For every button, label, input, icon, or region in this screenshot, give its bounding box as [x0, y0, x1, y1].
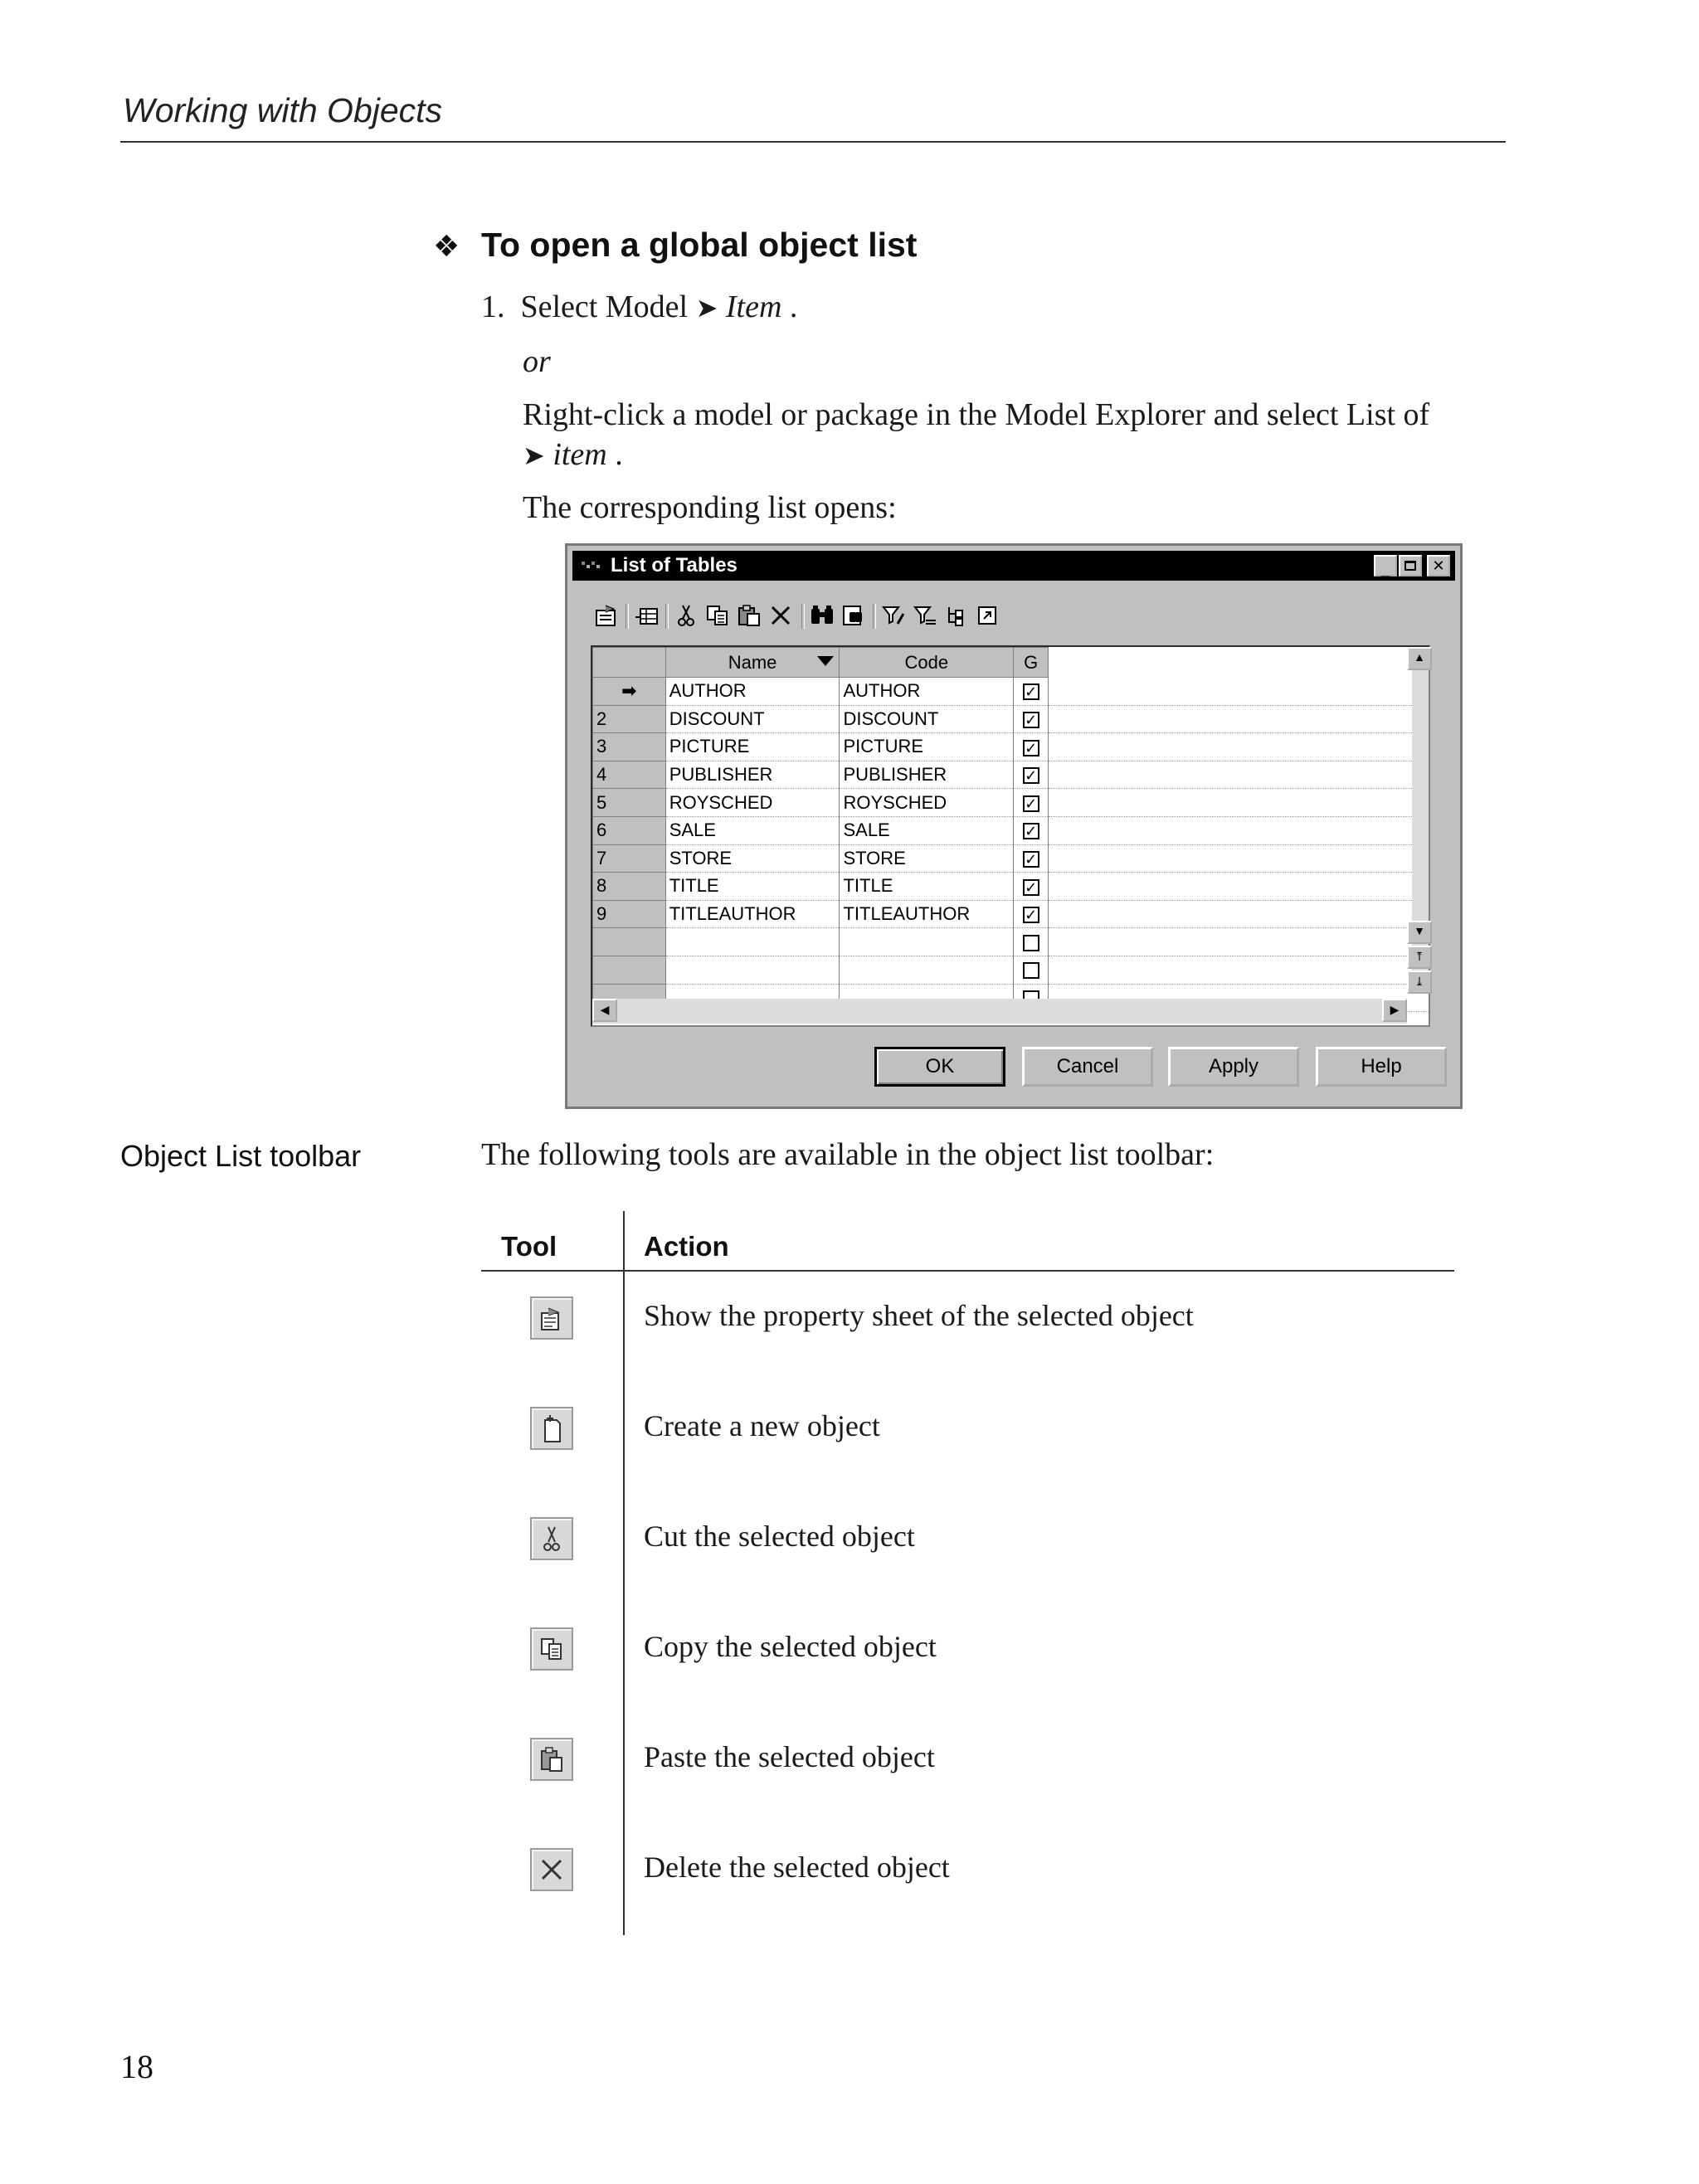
grid-row[interactable]	[593, 816, 1429, 844]
step-item: Item	[725, 289, 782, 324]
generate-checkbox[interactable]: ✓	[1023, 823, 1039, 839]
grid-row[interactable]	[593, 956, 1429, 984]
scroll-right-button[interactable]	[1382, 999, 1407, 1022]
grid-row[interactable]	[593, 678, 1429, 706]
cell-generate	[1014, 678, 1049, 706]
grid-row[interactable]	[593, 928, 1429, 956]
generate-checkbox[interactable]: ✓	[1023, 767, 1039, 784]
filter-edit-icon	[881, 604, 906, 627]
scroll-up-button[interactable]	[1407, 647, 1432, 670]
step-alt-line2	[523, 436, 623, 473]
binoculars-icon	[809, 604, 835, 627]
dialog-titlebar	[572, 551, 1455, 581]
cell-name[interactable]	[665, 956, 840, 984]
cell-filler	[1049, 733, 1429, 761]
row-header[interactable]: 5	[593, 789, 666, 817]
cell-filler	[1049, 816, 1429, 844]
scroll-down-icon: ▼	[1414, 926, 1425, 938]
row-header[interactable]: 3	[593, 733, 666, 761]
running-header: Working with Objects	[123, 91, 443, 129]
row-header[interactable]: 4	[593, 761, 666, 789]
cell-name[interactable]: PICTURE	[665, 733, 840, 761]
cell-name[interactable]: DISCOUNT	[665, 705, 840, 733]
row-header-corner	[593, 648, 666, 678]
grid-row[interactable]	[593, 761, 1429, 789]
row-header[interactable]: 6	[593, 816, 666, 844]
tool-action-text: Delete the selected object	[644, 1851, 950, 1884]
header-rule	[120, 141, 1506, 143]
step-or: or	[523, 344, 551, 379]
cell-generate	[1014, 761, 1049, 789]
cell-generate	[1014, 873, 1049, 901]
scroll-bottom-icon: ⤓	[1414, 975, 1424, 989]
properties-button[interactable]	[592, 601, 621, 630]
step-result: The corresponding list opens:	[523, 490, 897, 525]
column-divider	[623, 1211, 625, 1935]
row-header[interactable]: 7	[593, 844, 666, 873]
step-arrow: ➤	[695, 292, 718, 323]
copy-button[interactable]	[703, 601, 732, 630]
grid-row[interactable]	[593, 733, 1429, 761]
row-header[interactable]: 9	[593, 900, 666, 928]
close-icon: ✕	[1432, 557, 1445, 574]
close-button[interactable]	[1427, 555, 1450, 576]
toolbar-intro: The following tools are available in the object list toolbar:	[481, 1137, 1215, 1172]
help-button[interactable]: Help	[1316, 1047, 1447, 1087]
row-header[interactable]: 8	[593, 873, 666, 901]
cell-generate	[1014, 956, 1049, 984]
cell-generate	[1014, 705, 1049, 733]
find-next-button[interactable]	[840, 601, 868, 630]
cell-filler	[1049, 928, 1429, 956]
alt-arrow: ➤	[523, 440, 545, 471]
tool-action-text: Cut the selected object	[644, 1520, 915, 1553]
new-object-icon	[530, 1407, 573, 1450]
column-header-name[interactable]: Name	[665, 648, 840, 678]
cell-filler	[1049, 789, 1429, 817]
cell-name[interactable]	[665, 928, 840, 956]
apply-button[interactable]: Apply	[1168, 1047, 1299, 1087]
tool-action-text: Paste the selected object	[644, 1740, 935, 1773]
cell-generate	[1014, 816, 1049, 844]
tool-action-text: Show the property sheet of the selected object	[644, 1299, 1194, 1332]
cell-filler	[1049, 844, 1429, 873]
cell-filler	[1049, 761, 1429, 789]
maximize-icon	[1404, 561, 1416, 571]
vertical-scrollbar[interactable]	[1412, 647, 1429, 989]
delete-icon	[768, 604, 793, 627]
diamond-bullet-icon: ❖	[433, 229, 460, 263]
open-button[interactable]	[974, 601, 1002, 630]
copy-icon	[705, 604, 730, 627]
sort-arrow-icon	[817, 656, 834, 666]
procedure-title	[433, 226, 917, 265]
filter-icon	[913, 604, 937, 627]
horizontal-scrollbar[interactable]	[592, 999, 1407, 1024]
cell-generate	[1014, 900, 1049, 928]
cut-icon	[674, 604, 699, 627]
generate-checkbox[interactable]: ✓	[1023, 683, 1039, 700]
step-alt	[523, 396, 1493, 433]
cut-button[interactable]	[672, 601, 700, 630]
toolbar-separator	[626, 604, 629, 629]
window-icon	[581, 558, 602, 573]
column-header-filler	[1049, 648, 1429, 678]
cell-name[interactable]: SALE	[665, 816, 840, 844]
tool-action-text: Create a new object	[644, 1409, 880, 1442]
current-row-arrow-icon: ➡	[621, 680, 637, 702]
insert-row-button[interactable]	[632, 601, 660, 630]
column-header-code[interactable]: Code	[840, 648, 1014, 678]
alt-end: .	[615, 437, 623, 472]
header-divider	[481, 1270, 1454, 1272]
action-column-header: Action	[644, 1231, 729, 1262]
scroll-up-icon: ▲	[1414, 652, 1425, 664]
step-1	[481, 289, 797, 325]
properties-icon	[594, 604, 619, 627]
toolbar-separator	[665, 604, 669, 629]
delete-icon	[530, 1848, 573, 1891]
cell-filler	[1049, 705, 1429, 733]
paste-button[interactable]	[735, 601, 763, 630]
cell-code[interactable]: PICTURE	[840, 733, 1014, 761]
row-header[interactable]: 2	[593, 705, 666, 733]
generate-checkbox[interactable]: ✓	[1023, 907, 1039, 923]
cell-code[interactable]: DISCOUNT	[840, 705, 1014, 733]
generate-checkbox[interactable]: ✓	[1023, 740, 1039, 756]
cell-name[interactable]: STORE	[665, 844, 840, 873]
cell-code[interactable]	[840, 956, 1014, 984]
page-number: 18	[120, 2048, 153, 2085]
cell-code[interactable]: TITLEAUTHOR	[840, 900, 1014, 928]
grid-header-row	[593, 648, 1429, 678]
maximize-button[interactable]	[1399, 555, 1422, 576]
cell-name[interactable]: PUBLISHER	[665, 761, 840, 789]
open-window-icon	[976, 604, 1000, 627]
cell-generate	[1014, 733, 1049, 761]
generate-checkbox[interactable]	[1023, 935, 1039, 951]
alt-text: Right-click a model or package in the Model Explorer and select List of	[523, 397, 1430, 432]
row-header[interactable]	[593, 956, 666, 984]
grid-row[interactable]	[593, 873, 1429, 901]
margin-note: Object List toolbar	[120, 1139, 362, 1173]
filter-button[interactable]	[911, 601, 939, 630]
paste-icon	[530, 1738, 573, 1781]
tool-column-header: Tool	[501, 1231, 557, 1262]
properties-icon	[530, 1296, 573, 1340]
cell-name[interactable]: TITLEAUTHOR	[665, 900, 840, 928]
cell-code[interactable]: SALE	[840, 816, 1014, 844]
copy-icon	[530, 1627, 573, 1671]
cell-filler	[1049, 678, 1429, 706]
generate-checkbox[interactable]: ✓	[1023, 851, 1039, 868]
grid-row[interactable]	[593, 844, 1429, 873]
grid-row[interactable]	[593, 789, 1429, 817]
hierarchy-icon	[944, 604, 969, 627]
cell-name[interactable]: TITLE	[665, 873, 840, 901]
object-table	[592, 647, 1429, 1012]
cell-code[interactable]: STORE	[840, 844, 1014, 873]
cell-name[interactable]: ROYSCHED	[665, 789, 840, 817]
scroll-top-icon: ⤒	[1414, 951, 1424, 964]
tool-action-text: Copy the selected object	[644, 1630, 937, 1663]
grid-row[interactable]	[593, 705, 1429, 733]
ok-button[interactable]: OK	[874, 1047, 1005, 1087]
cell-generate	[1014, 844, 1049, 873]
cell-filler	[1049, 873, 1429, 901]
customize-columns-button[interactable]	[879, 601, 908, 630]
paste-icon	[737, 604, 762, 627]
cell-generate	[1014, 928, 1049, 956]
scroll-right-icon: ▶	[1390, 1004, 1400, 1017]
generate-checkbox[interactable]: ✓	[1023, 712, 1039, 728]
minimize-icon: _	[1380, 561, 1390, 578]
delete-button[interactable]	[767, 601, 795, 630]
cell-generate	[1014, 789, 1049, 817]
scroll-left-button[interactable]	[592, 999, 617, 1022]
toolbar-separator	[873, 604, 876, 629]
scroll-down-button[interactable]	[1407, 921, 1432, 944]
find-button[interactable]	[808, 601, 836, 630]
cell-filler	[1049, 900, 1429, 928]
cancel-button[interactable]: Cancel	[1022, 1047, 1153, 1087]
list-of-tables-dialog	[565, 543, 1463, 1109]
cut-icon	[530, 1517, 573, 1560]
find-next-icon	[841, 604, 866, 627]
cell-filler	[1049, 956, 1429, 984]
cell-name[interactable]: AUTHOR	[665, 678, 840, 706]
insert-row-icon	[634, 604, 659, 627]
row-header[interactable]	[593, 678, 666, 706]
alt-item: item	[553, 437, 607, 472]
generate-checkbox[interactable]	[1023, 962, 1039, 979]
object-grid[interactable]	[591, 645, 1430, 1027]
column-header-g[interactable]: G	[1014, 648, 1049, 678]
procedure-title-text: To open a global object list	[481, 226, 918, 264]
cell-code[interactable]: ROYSCHED	[840, 789, 1014, 817]
scroll-top-button[interactable]	[1407, 946, 1432, 969]
cell-code[interactable]: AUTHOR	[840, 678, 1014, 706]
cell-code[interactable]: PUBLISHER	[840, 761, 1014, 789]
grid-row[interactable]	[593, 900, 1429, 928]
row-header[interactable]	[593, 928, 666, 956]
toolbar-separator	[801, 604, 805, 629]
object-list-toolbar	[592, 601, 1156, 634]
cell-code[interactable]	[840, 928, 1014, 956]
show-hierarchy-button[interactable]	[942, 601, 971, 630]
scroll-bottom-button[interactable]	[1407, 970, 1432, 994]
generate-checkbox[interactable]: ✓	[1023, 879, 1039, 896]
step-text: Select Model	[520, 289, 689, 324]
minimize-button[interactable]	[1374, 555, 1397, 576]
step-number: 1.	[481, 289, 505, 324]
step-end: .	[789, 289, 798, 324]
generate-checkbox[interactable]: ✓	[1023, 795, 1039, 812]
cell-code[interactable]: TITLE	[840, 873, 1014, 901]
dialog-title: List of Tables	[611, 554, 738, 576]
scroll-left-icon: ◀	[600, 1004, 610, 1017]
